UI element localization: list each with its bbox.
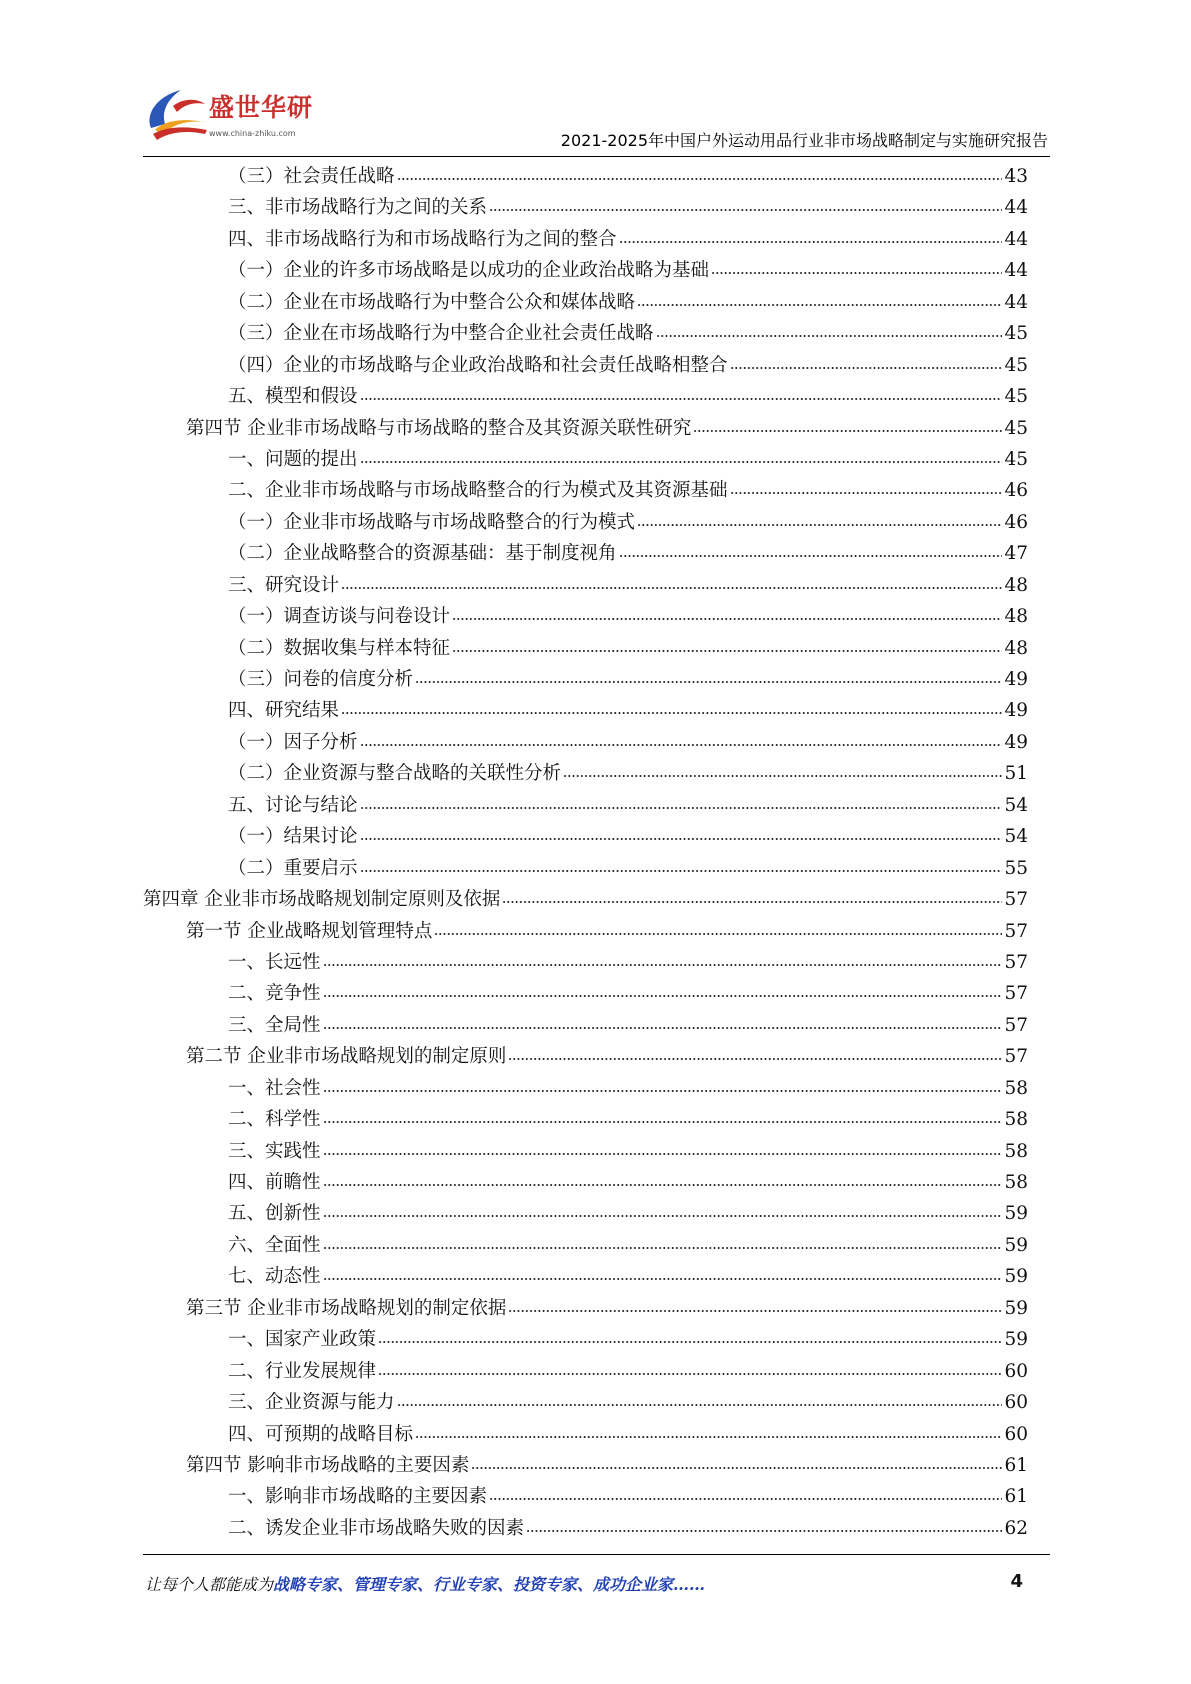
dot-leader bbox=[502, 899, 1002, 905]
toc-entry[interactable] bbox=[143, 1041, 1028, 1072]
toc-entry[interactable] bbox=[143, 1230, 1028, 1261]
dot-leader bbox=[619, 239, 1003, 245]
toc-entry-label: 四、前瞻性 bbox=[228, 1172, 321, 1193]
toc-entry-page: 59 bbox=[1004, 1329, 1028, 1351]
toc-entry[interactable] bbox=[143, 821, 1028, 852]
toc-entry[interactable] bbox=[143, 1513, 1028, 1544]
toc-entry-label: 一、社会性 bbox=[228, 1077, 321, 1099]
dot-leader bbox=[508, 1308, 1002, 1314]
slogan-roles: 战略专家、管理专家、行业专家、投资专家、成功企业家…… bbox=[273, 1575, 706, 1594]
toc-entry-label: 二、行业发展规律 bbox=[228, 1360, 377, 1382]
toc-entry[interactable] bbox=[143, 507, 1028, 538]
dot-leader bbox=[378, 1339, 1002, 1345]
logo-url: www.china-zhiku.com bbox=[209, 129, 296, 138]
toc-entry[interactable] bbox=[143, 287, 1028, 318]
toc-entry-label: 第三节 企业非市场战略规划的制定依据 bbox=[186, 1297, 507, 1319]
toc-entry-page: 49 bbox=[1004, 731, 1028, 753]
dot-leader bbox=[323, 1182, 1003, 1188]
toc-entry-page: 57 bbox=[1004, 1046, 1028, 1068]
toc-entry-label: 二、企业非市场战略与市场战略整合的行为模式及其资源基础 bbox=[228, 480, 728, 502]
toc-entry[interactable] bbox=[143, 884, 1028, 915]
footer-divider bbox=[143, 1554, 1050, 1555]
page-number: 4 bbox=[1010, 1571, 1023, 1592]
dot-leader bbox=[526, 1528, 1002, 1534]
toc-entry-page: 59 bbox=[1004, 1266, 1028, 1288]
dot-leader bbox=[360, 742, 1003, 748]
toc-entry-page: 48 bbox=[1004, 637, 1028, 659]
dot-leader bbox=[471, 1465, 1002, 1471]
toc-entry-page: 45 bbox=[1004, 354, 1028, 376]
toc-entry[interactable] bbox=[143, 1073, 1028, 1104]
dot-leader bbox=[452, 648, 1002, 654]
toc-entry-page: 44 bbox=[1004, 260, 1028, 282]
dot-leader bbox=[378, 1371, 1002, 1377]
dot-leader bbox=[323, 1025, 1003, 1031]
toc-entry-page: 46 bbox=[1004, 480, 1028, 502]
table-of-contents bbox=[143, 161, 1028, 1544]
toc-entry-label: （一）企业的许多市场战略是以成功的企业政治战略为基础 bbox=[228, 260, 710, 282]
toc-entry-page: 49 bbox=[1004, 669, 1028, 690]
toc-entry-page: 61 bbox=[1004, 1486, 1028, 1508]
dot-leader bbox=[360, 805, 1003, 811]
toc-entry-label: 二、科学性 bbox=[228, 1109, 321, 1131]
toc-entry-label: （一）企业非市场战略与市场战略整合的行为模式 bbox=[228, 511, 636, 533]
toc-entry-page: 60 bbox=[1004, 1423, 1028, 1445]
dot-leader bbox=[730, 490, 1003, 496]
toc-entry-page: 57 bbox=[1004, 1014, 1028, 1036]
toc-entry-label: （四）企业的市场战略与企业政治战略和社会责任战略相整合 bbox=[228, 354, 728, 376]
dot-leader bbox=[656, 333, 1003, 339]
toc-entry-label: 二、诱发企业非市场战略失败的因素 bbox=[228, 1517, 525, 1539]
dot-leader bbox=[341, 585, 1002, 591]
dot-leader bbox=[323, 1276, 1003, 1282]
dot-leader bbox=[341, 710, 1002, 716]
dot-leader bbox=[489, 207, 1002, 213]
toc-entry[interactable] bbox=[143, 192, 1028, 223]
toc-entry[interactable] bbox=[143, 444, 1028, 475]
toc-entry-label: 三、非市场战略行为之间的关系 bbox=[228, 197, 488, 219]
toc-entry[interactable] bbox=[143, 161, 1028, 192]
toc-entry-label: （二）企业资源与整合战略的关联性分析 bbox=[228, 763, 562, 785]
toc-entry[interactable] bbox=[143, 224, 1028, 255]
toc-entry-label: 三、研究设计 bbox=[228, 574, 340, 596]
toc-entry-label: 四、研究结果 bbox=[228, 700, 340, 722]
toc-entry-page: 45 bbox=[1004, 417, 1028, 439]
toc-entry[interactable] bbox=[143, 664, 1028, 695]
dot-leader bbox=[323, 1213, 1003, 1219]
toc-entry-label: 第二节 企业非市场战略规划的制定原则 bbox=[186, 1046, 507, 1068]
dot-leader bbox=[323, 1151, 1003, 1157]
toc-entry-page: 60 bbox=[1004, 1360, 1028, 1382]
toc-entry-page: 59 bbox=[1004, 1234, 1028, 1256]
toc-entry-label: 第四节 影响非市场战略的主要因素 bbox=[186, 1454, 470, 1476]
dot-leader bbox=[323, 993, 1003, 999]
toc-entry[interactable] bbox=[143, 1198, 1028, 1229]
toc-entry-label: （二）企业在市场战略行为中整合公众和媒体战略 bbox=[228, 291, 636, 313]
toc-entry-label: （一）因子分析 bbox=[228, 731, 358, 753]
dot-leader bbox=[452, 616, 1002, 622]
toc-entry-page: 54 bbox=[1004, 794, 1028, 816]
toc-entry[interactable] bbox=[143, 601, 1028, 632]
toc-entry-label: （二）数据收集与样本特征 bbox=[228, 637, 451, 659]
toc-entry-label: 一、问题的提出 bbox=[228, 448, 358, 470]
toc-entry[interactable] bbox=[143, 413, 1028, 444]
toc-entry-page: 58 bbox=[1004, 1077, 1028, 1099]
toc-entry-label: （三）企业在市场战略行为中整合企业社会责任战略 bbox=[228, 323, 654, 345]
report-title: 2021-2025年中国户外运动用品行业非市场战略制定与实施研究报告 bbox=[560, 131, 1048, 150]
toc-entry-page: 57 bbox=[1004, 983, 1028, 1005]
toc-entry[interactable] bbox=[143, 255, 1028, 286]
toc-entry-page: 58 bbox=[1004, 1109, 1028, 1131]
toc-entry-label: 五、模型和假设 bbox=[228, 386, 358, 408]
toc-entry-label: 六、全面性 bbox=[228, 1234, 321, 1256]
dot-leader bbox=[415, 1434, 1002, 1440]
toc-entry-label: 一、国家产业政策 bbox=[228, 1329, 377, 1351]
dot-leader bbox=[434, 931, 1002, 937]
toc-entry-label: 二、竞争性 bbox=[228, 983, 321, 1005]
dot-leader bbox=[730, 365, 1003, 371]
toc-entry-page: 47 bbox=[1004, 543, 1028, 565]
dot-leader bbox=[397, 1402, 1003, 1408]
dot-leader bbox=[637, 522, 1002, 528]
toc-entry[interactable] bbox=[143, 1167, 1028, 1198]
toc-entry-page: 43 bbox=[1004, 166, 1028, 187]
dot-leader bbox=[323, 1245, 1003, 1251]
toc-entry[interactable] bbox=[143, 1419, 1028, 1450]
dot-leader bbox=[397, 176, 1003, 182]
footer-slogan bbox=[145, 1572, 705, 1595]
dot-leader bbox=[508, 1056, 1002, 1062]
toc-entry-page: 54 bbox=[1004, 826, 1028, 848]
toc-entry-page: 45 bbox=[1004, 323, 1028, 345]
toc-entry-page: 60 bbox=[1004, 1392, 1028, 1414]
toc-entry-label: 三、全局性 bbox=[228, 1014, 321, 1036]
toc-entry[interactable] bbox=[143, 1324, 1028, 1355]
toc-entry-page: 59 bbox=[1004, 1203, 1028, 1225]
page-header bbox=[143, 84, 1050, 160]
toc-entry-label: （二）企业战略整合的资源基础：基于制度视角 bbox=[228, 543, 617, 565]
dot-leader bbox=[489, 1496, 1002, 1502]
toc-entry-label: 一、影响非市场战略的主要因素 bbox=[228, 1486, 488, 1508]
toc-entry[interactable] bbox=[143, 350, 1028, 381]
dot-leader bbox=[360, 836, 1003, 842]
toc-entry-page: 44 bbox=[1004, 291, 1028, 313]
toc-entry[interactable] bbox=[143, 758, 1028, 789]
toc-entry[interactable] bbox=[143, 1293, 1028, 1324]
toc-entry-page: 58 bbox=[1004, 1172, 1028, 1193]
toc-entry-page: 48 bbox=[1004, 606, 1028, 628]
toc-entry[interactable] bbox=[143, 1136, 1028, 1167]
toc-entry-page: 45 bbox=[1004, 448, 1028, 470]
dot-leader bbox=[360, 396, 1003, 402]
toc-entry-page: 55 bbox=[1004, 857, 1028, 879]
toc-entry[interactable] bbox=[143, 570, 1028, 601]
toc-entry-label: 第四章 企业非市场战略规划制定原则及依据 bbox=[143, 889, 501, 911]
logo-name: 盛世华研 bbox=[209, 93, 314, 122]
dot-leader bbox=[711, 270, 1002, 276]
toc-entry-label: 三、企业资源与能力 bbox=[228, 1392, 395, 1414]
toc-entry-label: 四、非市场战略行为和市场战略行为之间的整合 bbox=[228, 228, 617, 250]
toc-entry-page: 57 bbox=[1004, 951, 1028, 973]
dot-leader bbox=[360, 459, 1003, 465]
toc-entry-page: 44 bbox=[1004, 228, 1028, 250]
dot-leader bbox=[563, 773, 1002, 779]
toc-entry[interactable] bbox=[143, 790, 1028, 821]
toc-entry-label: （一）结果讨论 bbox=[228, 826, 358, 848]
toc-entry[interactable] bbox=[143, 318, 1028, 349]
toc-entry[interactable] bbox=[143, 1010, 1028, 1041]
dot-leader bbox=[323, 1088, 1003, 1094]
toc-entry-label: （二）重要启示 bbox=[228, 857, 358, 879]
toc-entry-label: 五、讨论与结论 bbox=[228, 794, 358, 816]
toc-entry[interactable] bbox=[143, 538, 1028, 569]
toc-entry-label: （三）问卷的信度分析 bbox=[228, 669, 414, 690]
toc-entry-label: （一）调查访谈与问卷设计 bbox=[228, 606, 451, 628]
toc-entry[interactable] bbox=[143, 1356, 1028, 1387]
toc-entry[interactable] bbox=[143, 1481, 1028, 1512]
toc-entry-label: 五、创新性 bbox=[228, 1203, 321, 1225]
toc-entry[interactable] bbox=[143, 1104, 1028, 1135]
header-divider bbox=[143, 156, 1050, 157]
book-swoosh-icon bbox=[143, 84, 213, 146]
toc-entry-page: 49 bbox=[1004, 700, 1028, 722]
toc-entry-page: 45 bbox=[1004, 386, 1028, 408]
toc-entry[interactable] bbox=[143, 727, 1028, 758]
toc-entry[interactable] bbox=[143, 633, 1028, 664]
toc-entry-page: 48 bbox=[1004, 574, 1028, 596]
toc-entry[interactable] bbox=[143, 853, 1028, 884]
dot-leader bbox=[619, 553, 1003, 559]
toc-entry-label: 七、动态性 bbox=[228, 1266, 321, 1288]
slogan-prefix: 让每个人都能成为 bbox=[145, 1575, 274, 1594]
toc-entry-page: 61 bbox=[1004, 1454, 1028, 1476]
toc-entry-label: 第一节 企业战略规划管理特点 bbox=[186, 920, 433, 942]
toc-entry-label: （三）社会责任战略 bbox=[228, 166, 395, 187]
toc-entry-label: 一、长远性 bbox=[228, 951, 321, 973]
toc-entry-page: 58 bbox=[1004, 1140, 1028, 1162]
company-logo bbox=[143, 84, 333, 148]
toc-entry[interactable] bbox=[143, 947, 1028, 978]
dot-leader bbox=[323, 1119, 1003, 1125]
toc-entry-label: 第四节 企业非市场战略与市场战略的整合及其资源关联性研究 bbox=[186, 417, 692, 439]
toc-entry[interactable] bbox=[143, 916, 1028, 947]
toc-entry[interactable] bbox=[143, 381, 1028, 412]
dot-leader bbox=[693, 428, 1002, 434]
toc-entry[interactable] bbox=[143, 1387, 1028, 1418]
toc-entry[interactable] bbox=[143, 1261, 1028, 1292]
toc-entry[interactable] bbox=[143, 475, 1028, 506]
dot-leader bbox=[415, 679, 1002, 685]
toc-entry-page: 57 bbox=[1004, 920, 1028, 942]
toc-entry[interactable] bbox=[143, 695, 1028, 726]
dot-leader bbox=[360, 868, 1003, 874]
toc-entry-page: 44 bbox=[1004, 197, 1028, 219]
toc-entry[interactable] bbox=[143, 1450, 1028, 1481]
toc-entry-page: 62 bbox=[1004, 1517, 1028, 1539]
dot-leader bbox=[637, 302, 1002, 308]
toc-entry-page: 57 bbox=[1004, 889, 1028, 911]
toc-entry-page: 59 bbox=[1004, 1297, 1028, 1319]
toc-entry-label: 三、实践性 bbox=[228, 1140, 321, 1162]
toc-entry-page: 46 bbox=[1004, 511, 1028, 533]
toc-entry-page: 51 bbox=[1004, 763, 1028, 785]
toc-entry-label: 四、可预期的战略目标 bbox=[228, 1423, 414, 1445]
toc-entry[interactable] bbox=[143, 978, 1028, 1009]
dot-leader bbox=[323, 962, 1003, 968]
